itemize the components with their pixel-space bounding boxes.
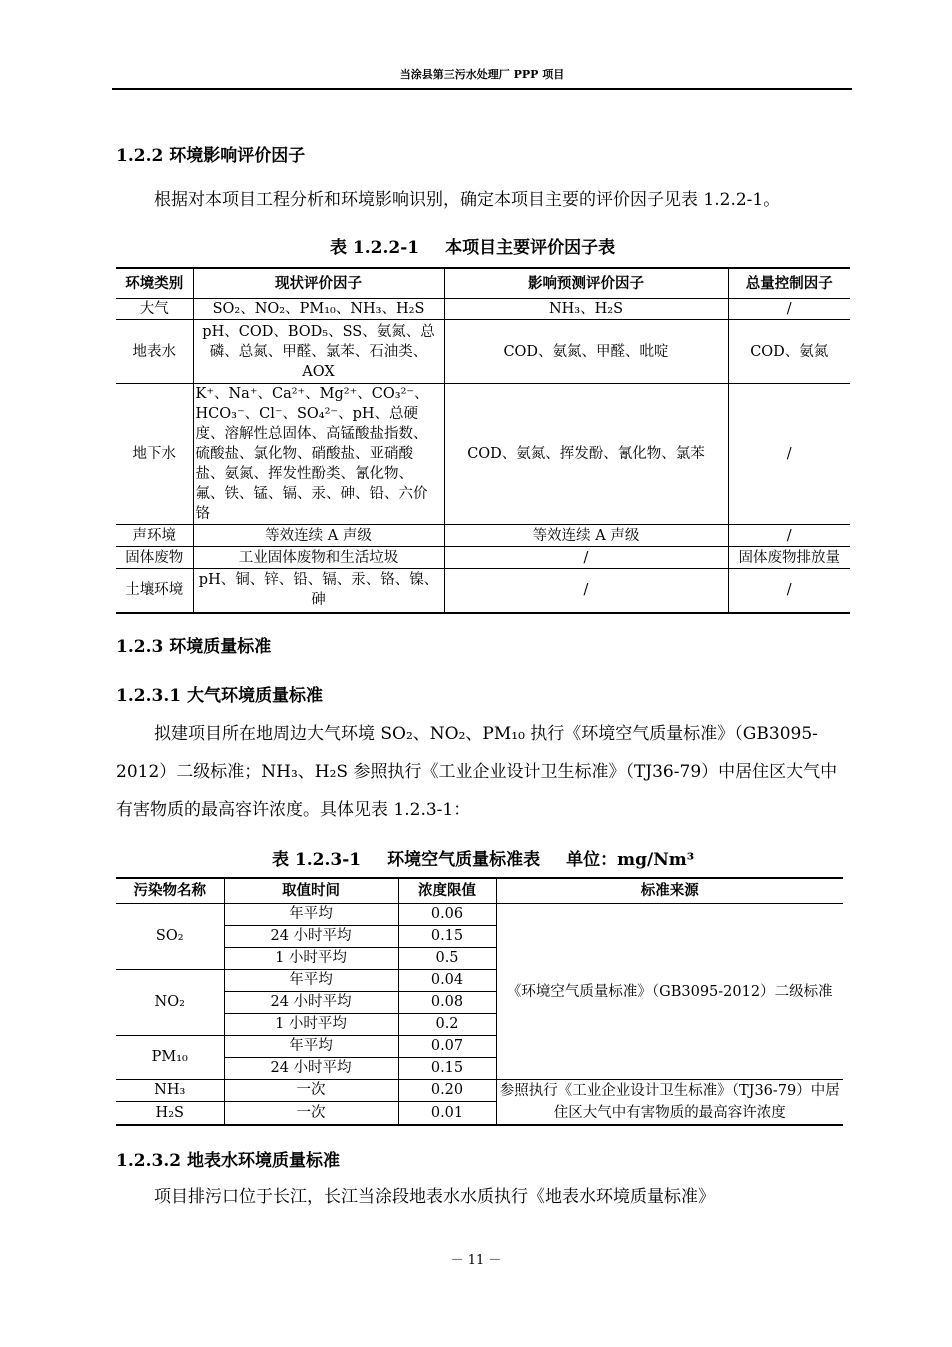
table2-caption-title: 环境空气质量标准表 [387,850,541,870]
table2-header: 浓度限值 [398,878,496,904]
table2-header: 标准来源 [496,878,843,904]
standard-source: 参照执行《工业企业设计卫生标准》（TJ36-79）中居住区大气中有害物质的最高容许浓度 [496,1080,843,1126]
evaluation-factor-table [116,267,850,614]
averaging-time: 24 小时平均 [224,1058,398,1080]
table1-cell: pH、铜、锌、铅、镉、汞、铬、镍、砷 [193,569,444,613]
table-row [116,384,850,525]
averaging-time: 年平均 [224,904,398,926]
table2-caption [272,845,694,870]
pollutant-name: PM₁₀ [116,1036,224,1080]
concentration-limit: 0.15 [398,1058,496,1080]
table1-header: 现状评价因子 [193,268,444,299]
pollutant-name: SO₂ [116,904,224,970]
pollutant-name: NO₂ [116,970,224,1036]
paragraph-1-2-2: 根据对本项目工程分析和环境影响识别，确定本项目主要的评价因子见表 1.2.2-1。 [154,190,781,210]
pollutant-name: NH₃ [116,1080,224,1102]
table1-cell: / [728,299,850,320]
concentration-limit: 0.15 [398,926,496,948]
concentration-limit: 0.04 [398,970,496,992]
concentration-limit: 0.08 [398,992,496,1014]
table1-caption-title: 本项目主要评价因子表 [445,238,616,258]
table-row [116,904,843,926]
concentration-limit: 0.20 [398,1080,496,1102]
table1-cell: 声环境 [116,525,193,547]
table-row [116,569,850,613]
section-heading-1-2-3-1: 1.2.3.1 大气环境质量标准 [116,686,323,706]
section-heading-1-2-2: 1.2.2 环境影响评价因子 [116,146,306,166]
averaging-time: 年平均 [224,970,398,992]
table1-caption-number: 表 1.2.2-1 [330,238,420,258]
table1-cell: 地表水 [116,320,193,384]
table1-cell: / [728,525,850,547]
table2-header: 污染物名称 [116,878,224,904]
table2-caption-number: 表 1.2.3-1 [272,850,362,870]
table1-cell: 土壤环境 [116,569,193,613]
section-heading-1-2-3: 1.2.3 环境质量标准 [116,637,272,657]
table1-cell: 等效连续 A 声级 [193,525,444,547]
section-heading-1-2-3-2: 1.2.3.2 地表水环境质量标准 [116,1151,340,1171]
table-row [116,299,850,320]
table1-cell: 固体废物排放量 [728,547,850,569]
table1-header: 环境类别 [116,268,193,299]
table1-cell: COD、氨氮、挥发酚、氰化物、氯苯 [444,384,728,525]
table1-cell: 大气 [116,299,193,320]
table2-header: 取值时间 [224,878,398,904]
table1-cell: / [728,569,850,613]
table-row [116,320,850,384]
concentration-limit: 0.5 [398,948,496,970]
concentration-limit: 0.07 [398,1036,496,1058]
concentration-limit: 0.2 [398,1014,496,1036]
air-quality-standard-table [116,877,843,1126]
averaging-time: 24 小时平均 [224,926,398,948]
concentration-limit: 0.01 [398,1102,496,1125]
table1-cell: 工业固体废物和生活垃圾 [193,547,444,569]
paragraph-1-2-3-1: 拟建项目所在地周边大气环境 SO₂、NO₂、PM₁₀ 执行《环境空气质量标准》（GB3095-2012）二级标准；NH₃、H₂S 参照执行《工业企业设计卫生标准》（TJ36-79）中居住区大气中有害物质的最高容许浓度。具体见表 1.2.3-1： [116,724,838,820]
averaging-time: 一次 [224,1080,398,1102]
table1-cell: 地下水 [116,384,193,525]
pollutant-name: H₂S [116,1102,224,1125]
table1-cell: SO₂、NO₂、PM₁₀、NH₃、H₂S [193,299,444,320]
table1-caption [330,233,641,258]
table-row [116,1080,843,1102]
page-number: － 11 － [450,1253,502,1268]
averaging-time: 年平均 [224,1036,398,1058]
table1-cell: NH₃、H₂S [444,299,728,320]
table1-cell: / [444,569,728,613]
table1-cell: / [444,547,728,569]
averaging-time: 24 小时平均 [224,992,398,1014]
table1-header: 总量控制因子 [728,268,850,299]
table1-header: 影响预测评价因子 [444,268,728,299]
averaging-time: 一次 [224,1102,398,1125]
table1-cell: 固体废物 [116,547,193,569]
averaging-time: 1 小时平均 [224,948,398,970]
table1-cell: pH、COD、BOD₅、SS、氨氮、总磷、总氮、甲醛、氯苯、石油类、AOX [193,320,444,384]
table1-cell: COD、氨氮、甲醛、吡啶 [444,320,728,384]
table1-cell: COD、氨氮 [728,320,850,384]
table1-cell: / [728,384,850,525]
table1-cell: 等效连续 A 声级 [444,525,728,547]
paragraph-1-2-3-2: 项目排污口位于长江，长江当涂段地表水水质执行《地表水环境质量标准》 [154,1187,715,1207]
table-row [116,525,850,547]
table-row [116,547,850,569]
table1-cell: K⁺、Na⁺、Ca²⁺、Mg²⁺、CO₃²⁻、HCO₃⁻、Cl⁻、SO₄²⁻、pH、总硬度、溶解性总固体、高锰酸盐指数、硫酸盐、氯化物、硝酸盐、亚硝酸盐、氨氮、挥发性酚类、氰化物、氟、铁、锰、镉、汞、砷、铅、六价铬 [193,384,444,525]
page-header: 当涂县第三污水处理厂 PPP 项目 [112,62,852,90]
averaging-time: 1 小时平均 [224,1014,398,1036]
standard-source: 《环境空气质量标准》（GB3095-2012）二级标准 [496,904,843,1080]
table2-caption-unit: 单位：mg/Nm³ [566,850,695,870]
concentration-limit: 0.06 [398,904,496,926]
